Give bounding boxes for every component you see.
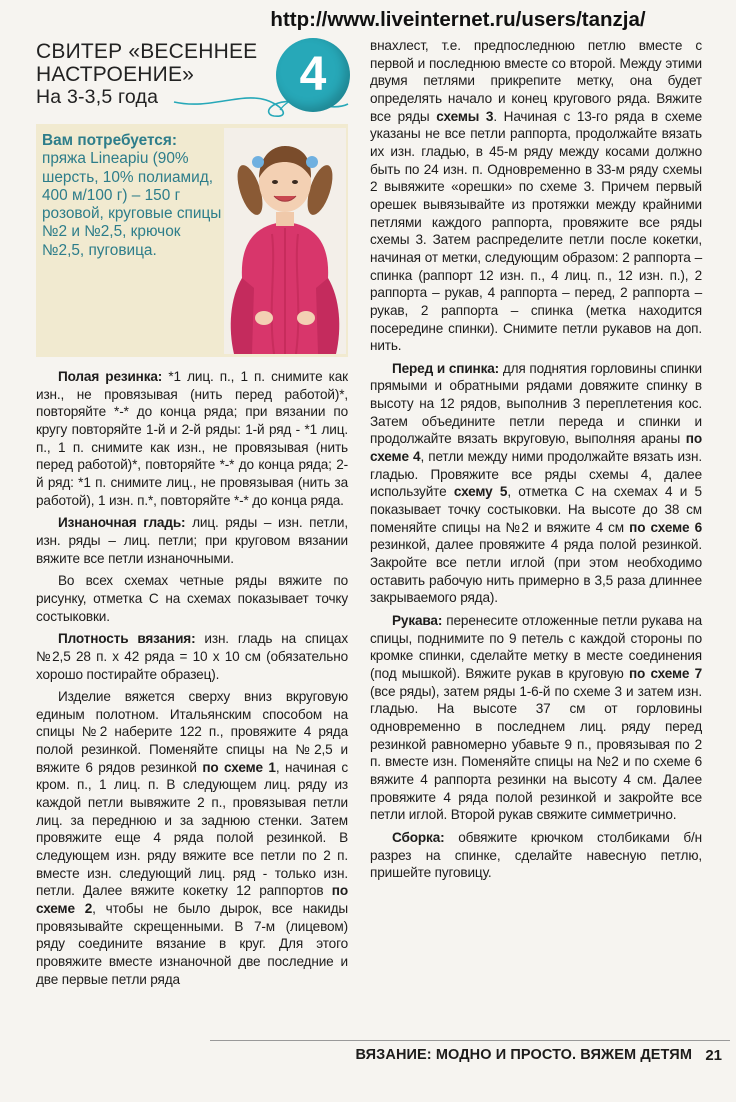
ref-scheme-2: по схеме 2 bbox=[36, 883, 348, 917]
paragraph-sleeves bbox=[370, 612, 702, 824]
paragraph-construction bbox=[36, 688, 348, 988]
age-range: На 3-3,5 года bbox=[36, 86, 159, 108]
term-gauge: Плотность вязания: bbox=[58, 631, 196, 647]
requirements-box bbox=[36, 124, 348, 357]
text-front-back-c: , отметка С на схемах 4 и 5 показывает точку состыковки. На высоте до 38 см поменяйте спицы на №2 и вяжите 4 см bbox=[370, 484, 702, 535]
text-reverse-stockinette: лиц. ряды – изн. петли, изн. ряды – лиц. петли; при круговом вязании вяжите все петли изнаночными. bbox=[36, 515, 348, 566]
text-hollow-rib: *1 лиц. п., 1 п. снимите как изн., не провязывая (нить перед работой)*, повторяйте *-* до конца ряда; при вязании по кругу повторяйте 1-й и 2-й ряды: 1-й ряд - *1 лиц. п., 1 п. снимите как изн., не провязывая (нить перед работой)*, повторяйте *-* до конца ряда; 2-й ряд: *1 п. снимите лиц., не провязывая (нить за работой), 1 изн. п.*, повторяйте *-* до конца ряда. bbox=[36, 369, 348, 508]
girl-in-sweater-illustration bbox=[224, 128, 346, 354]
text-continuation-b: . Начиная с 13-го ряда в схеме указаны не все петли раппорта, продолжайте вязать их изн. гладью, в 45-м ряду между косами должно быть по 24 изн. п. Одновременно в 33-м ряду схемы 2 вывяжите «орешки» по схеме 3. Причем первый орешек вывязывайте из протяжки между крайними петлями каждого раппорта, провяжите все ряды схемы 3. Затем распределите петли после кокетки, начиная от метки, следующим образом: 2 раппорта – спинка (раппорт 12 изн. п., 4 лиц. п., 12 изн. п.), 2 раппорта – рукав, 4 раппорта – перед, 2 раппорта – рукав, 2 раппорта – спинка (метка находится посередине спинки). Снимите петли рукавов на доп. нить. bbox=[370, 108, 702, 354]
term-assembly: Сборка: bbox=[392, 829, 445, 845]
term-sleeves: Рукава: bbox=[392, 613, 443, 628]
title-line-2: НАСТРОЕНИЕ» bbox=[36, 63, 195, 86]
requirements-body: пряжа Lineapiu (90% шерсть, 10% полиамид, 400 м/100 г) – 150 г розовой, круговые спицы №2 и №2,5, крючок №2,5, пуговица. bbox=[42, 150, 222, 259]
text-front-back-d: резинкой, далее провяжите 4 ряда полой резинкой. Закройте все петли иглой (при этом необходимо оставить рабочую нить примерно в 3,5 раза длиннее закрываемого ряда). bbox=[370, 537, 702, 606]
title-line-1: СВИТЕР «ВЕСЕННЕЕ bbox=[36, 40, 258, 63]
paragraph-continuation bbox=[370, 37, 702, 355]
text-front-back-b: , петли между ними продолжайте вязать изн. гладью. Провяжите все ряды схемы 4, далее используйте bbox=[370, 449, 702, 500]
ref-scheme-5: схему 5 bbox=[453, 484, 508, 500]
paragraph-front-back bbox=[370, 360, 702, 607]
paragraph-gauge bbox=[36, 630, 348, 683]
text-sleeves-a: перенесите отложенные петли рукава на спицы, поднимите по 9 петель с каждой стороны по кромке спинки, сделайте метку в месте соединения (под мышкой). Вяжите рукав в круговую bbox=[370, 613, 702, 681]
ref-scheme-7: по схеме 7 bbox=[628, 665, 702, 681]
child-photo bbox=[224, 128, 346, 354]
text-gauge: изн. гладь на спицах №2,5 28 п. х 42 ряда = 10 х 10 см (обязательно хорошо постирайте образец). bbox=[36, 631, 348, 682]
term-reverse-stockinette: Изнаночная гладь: bbox=[58, 515, 186, 531]
paragraph-schemes-note: Во всех схемах четные ряды вяжите по рисунку, отметка С на схемах показывает точку состыковки. bbox=[36, 573, 348, 624]
text-front-back-a: для поднятия горловины спинки прямыми и обратными рядами довяжите спинку в высоту на 12 рядов, выполнив 3 переплетения кос. Затем объедините петли переда и спинки и продолжайте вязать вкруговую, выполняя араны bbox=[370, 360, 702, 447]
requirements-heading: Вам потребуется: bbox=[42, 132, 177, 149]
source-url[interactable]: http://www.liveinternet.ru/users/tanzja/ bbox=[270, 8, 646, 31]
page-footer bbox=[210, 1040, 730, 1067]
text-column-right bbox=[370, 37, 702, 882]
text-continuation-a: внахлест, т.е. предпоследнюю петлю вместе с первой и последнюю вместе со второй. Между этими двумя петлями прикрепите метку, она будет определять начало и конец кругового ряда. Вяжите все ряды bbox=[370, 38, 702, 124]
ref-scheme-1: по схеме 1 bbox=[202, 759, 276, 775]
text-construction-c: , чтобы не было дырок, все накиды провязывайте скрещенными. В 7-м (лицевом) ряду соедините вязание в круг. Для этого провяжите вместе изнаночной две последние и две первые петли ряда bbox=[36, 901, 349, 987]
badge-number: 4 bbox=[299, 48, 327, 101]
text-column-left bbox=[36, 368, 348, 988]
paragraph-hollow-rib bbox=[36, 368, 348, 509]
page-number: 21 bbox=[705, 1047, 722, 1064]
requirements-text bbox=[42, 132, 222, 260]
ref-scheme-6: по схеме 6 bbox=[629, 519, 702, 535]
pattern-number-badge bbox=[276, 38, 350, 112]
text-construction-b: , начиная с кром. п., 1 лиц. п. В следующем лиц. ряду из каждой петли вывяжите 2 п., провязывая петли лиц. за переднюю и за заднюю стенки. Затем провяжите еще 4 ряда полой резинкой. В следующем изн. ряду вяжите все петли по 2 п. вместе изн. следующий лиц. ряд - только изн. петли. Далее вяжите кокетку 12 раппортов bbox=[36, 759, 348, 899]
term-hollow-rib: Полая резинка: bbox=[58, 369, 163, 384]
ref-scheme-4: по схеме 4 bbox=[370, 431, 702, 465]
text-sleeves-b: (все ряды), затем ряды 1-6-й по схеме 3 и затем изн. гладью. На высоте 37 см от горловины одновременно в последнем лиц. ряду перед резинкой равномерно убавьте 9 п., провязывая по 2 п. вместе изн. Поменяйте спицы на №2 и по схеме 6 вяжите 4 раппорта резинки на высоту 4 см. Далее провяжите 4 ряда полой резинкой и закройте все петли иглой. Второй рукав свяжите симметрично. bbox=[370, 683, 702, 823]
magazine-title: ВЯЗАНИЕ: МОДНО И ПРОСТО. ВЯЖЕМ ДЕТЯМ bbox=[355, 1047, 692, 1063]
ref-scheme-3: схемы 3 bbox=[436, 108, 494, 124]
paragraph-assembly bbox=[370, 829, 702, 882]
text-assembly: обвяжите крючком столбиками б/н разрез на спинке, сделайте навесную петлю, пришейте пуговицу. bbox=[370, 829, 702, 881]
term-front-back: Перед и спинка: bbox=[392, 360, 500, 376]
paragraph-reverse-stockinette bbox=[36, 514, 348, 567]
text-construction-a: Изделие вяжется сверху вниз вкруговую единым полотном. Итальянским способом на спицы №2 наберите 122 п., провяжите 4 ряда полой резинкой. Поменяйте спицы на №2,5 и вяжите 6 рядов резинкой bbox=[36, 689, 348, 775]
